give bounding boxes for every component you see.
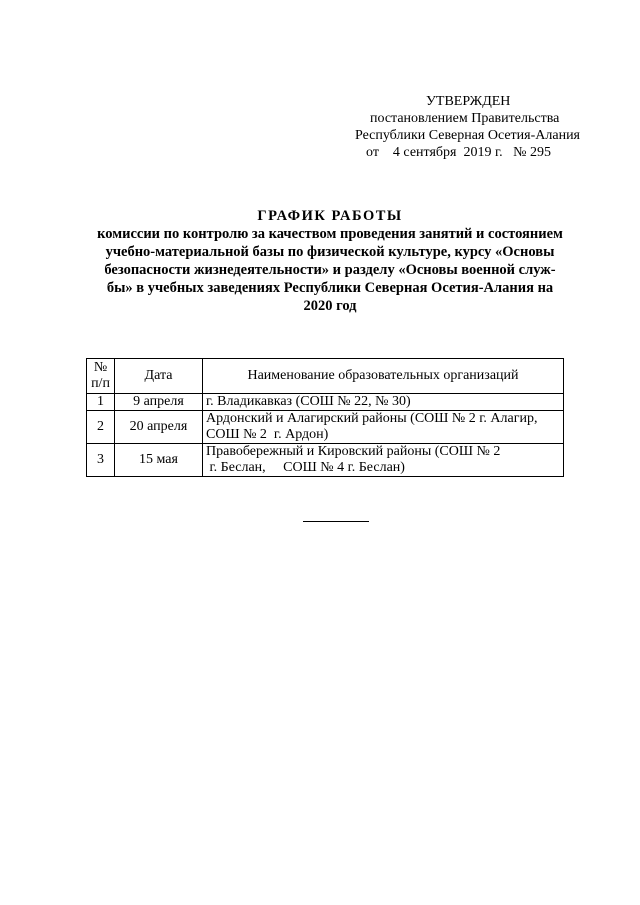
- table-row: [87, 411, 564, 444]
- cell-date: 20 апреля: [115, 411, 203, 444]
- title-subtitle: [70, 225, 590, 315]
- cell-organizations-line: СОШ № 2 г. Ардон): [206, 427, 329, 442]
- approval-heading: УТВЕРЖДЕН: [426, 94, 511, 109]
- cell-organizations: [203, 444, 564, 477]
- cell-number: 2: [87, 411, 115, 444]
- cell-organizations-line: г. Беслан, СОШ № 4 г. Беслан): [206, 460, 405, 475]
- header-organizations: Наименование образовательных организаций: [203, 359, 564, 394]
- cell-organizations-line: г. Владикавказ (СОШ № 22, № 30): [206, 394, 411, 409]
- table-header-row: [87, 359, 564, 394]
- cell-number: 1: [87, 394, 115, 411]
- document-end-separator: [303, 521, 369, 522]
- table-row: [87, 444, 564, 477]
- cell-organizations: [203, 411, 564, 444]
- approval-line-republic: Республики Северная Осетия-Алания: [355, 128, 580, 143]
- approval-line-date-number: от 4 сентября 2019 г. № 295: [366, 145, 551, 160]
- cell-organizations-line: Правобережный и Кировский районы (СОШ № 2: [206, 444, 501, 459]
- title-line: безопасности жизнедеятельности» и разделу «Основы военной служ-: [104, 262, 556, 278]
- document-title: [70, 207, 590, 315]
- approval-stamp: [340, 93, 600, 161]
- cell-organizations-line: Ардонский и Алагирский районы (СОШ № 2 г. Алагир,: [206, 411, 538, 426]
- cell-date: 15 мая: [115, 444, 203, 477]
- approval-line-resolution: постановлением Правительства: [370, 111, 560, 126]
- header-number-symbol: №: [93, 360, 108, 375]
- cell-number: 3: [87, 444, 115, 477]
- table-row: [87, 394, 564, 411]
- schedule-table: [86, 358, 564, 477]
- title-main: ГРАФИК РАБОТЫ: [257, 208, 403, 224]
- header-date: Дата: [115, 359, 203, 394]
- cell-date: 9 апреля: [115, 394, 203, 411]
- cell-organizations: [203, 394, 564, 411]
- title-line: учебно-материальной базы по физической культуре, курсу «Основы: [105, 244, 555, 260]
- title-line: комиссии по контролю за качеством проведения занятий и состоянием: [97, 226, 563, 242]
- header-number-abbr: п/п: [91, 376, 110, 391]
- header-number: [87, 359, 115, 394]
- title-line: 2020 год: [303, 298, 357, 314]
- title-line: бы» в учебных заведениях Республики Северная Осетия-Алания на: [106, 280, 554, 296]
